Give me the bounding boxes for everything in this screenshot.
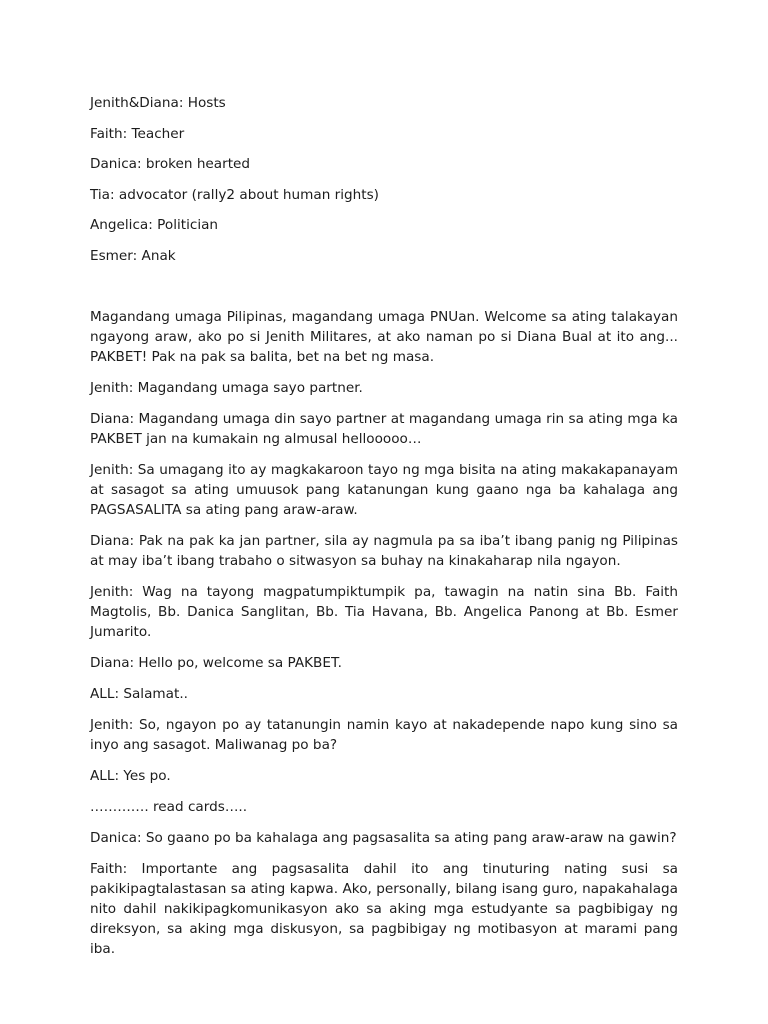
script-paragraph: Jenith: Sa umagang ito ay magkakaroon tayo ng mga bisita na ating makakapanayam at sasagot sa ating umuusok pang katanungan kung gaano nga ba kahalaga ang PAGSASALITA sa ating pang araw-araw.: [90, 461, 678, 518]
script-paragraph: Faith: Importante ang pagsasalita dahil ito ang tinuturing nating susi sa pakikipagtalastasan sa ating kapwa. Ako, personally, bilang isang guro, napakahalaga nito dahil nakikipagkomunikasyon ako sa aking mga estudyante sa pagbibigay ng direksyon, sa aking mga diskusyon, sa pagbibigay ng motibasyon at marami pang iba.: [90, 860, 678, 957]
script-paragraph: …………. read cards…..: [90, 798, 248, 815]
script-paragraph: Diana: Pak na pak ka jan partner, sila ay nagmula pa sa iba’t ibang panig ng Pilipinas at may iba’t ibang trabaho o sitwasyon sa buhay na kinakaharap nila ngayon.: [90, 532, 678, 569]
cast-list: [90, 93, 678, 266]
script-paragraph: ALL: Yes po.: [90, 767, 171, 784]
script-paragraph: Danica: So gaano po ba kahalaga ang pagsasalita sa ating pang araw-araw na gawin?: [90, 829, 677, 846]
cast-line: Faith: Teacher: [90, 125, 185, 142]
script-paragraph: Magandang umaga Pilipinas, magandang umaga PNUan. Welcome sa ating talakayan ngayong araw, ako po si Jenith Militares, at ako naman po si Diana Bual at ito ang... PAKBET! Pak na pak sa balita, bet na bet ng masa.: [90, 308, 678, 365]
cast-line: Angelica: Politician: [90, 217, 219, 233]
document-page: [90, 93, 678, 970]
script-paragraph: ALL: Salamat..: [90, 685, 188, 702]
cast-line: Esmer: Anak: [90, 247, 176, 264]
cast-line: Jenith&Diana: Hosts: [90, 95, 226, 111]
script-body: [90, 307, 678, 959]
script-paragraph: Jenith: Magandang umaga sayo partner.: [90, 379, 363, 396]
script-paragraph: Jenith: So, ngayon po ay tatanungin namin kayo at nakadepende napo kung sino sa inyo ang sasagot. Maliwanag po ba?: [90, 716, 678, 753]
cast-line: Danica: broken hearted: [90, 156, 251, 172]
script-paragraph: Jenith: Wag na tayong magpatumpiktumpik pa, tawagin na natin sina Bb. Faith Magtolis, Bb. Danica Sanglitan, Bb. Tia Havana, Bb. Angelica Panong at Bb. Esmer Jumarito.: [90, 583, 678, 640]
script-paragraph: Diana: Magandang umaga din sayo partner at magandang umaga rin sa ating mga ka PAKBET jan na kumakain ng almusal hellooooo…: [90, 410, 678, 447]
cast-line: Tia: advocator (rally2 about human rights): [90, 186, 379, 203]
script-paragraph: Diana: Hello po, welcome sa PAKBET.: [90, 654, 342, 671]
